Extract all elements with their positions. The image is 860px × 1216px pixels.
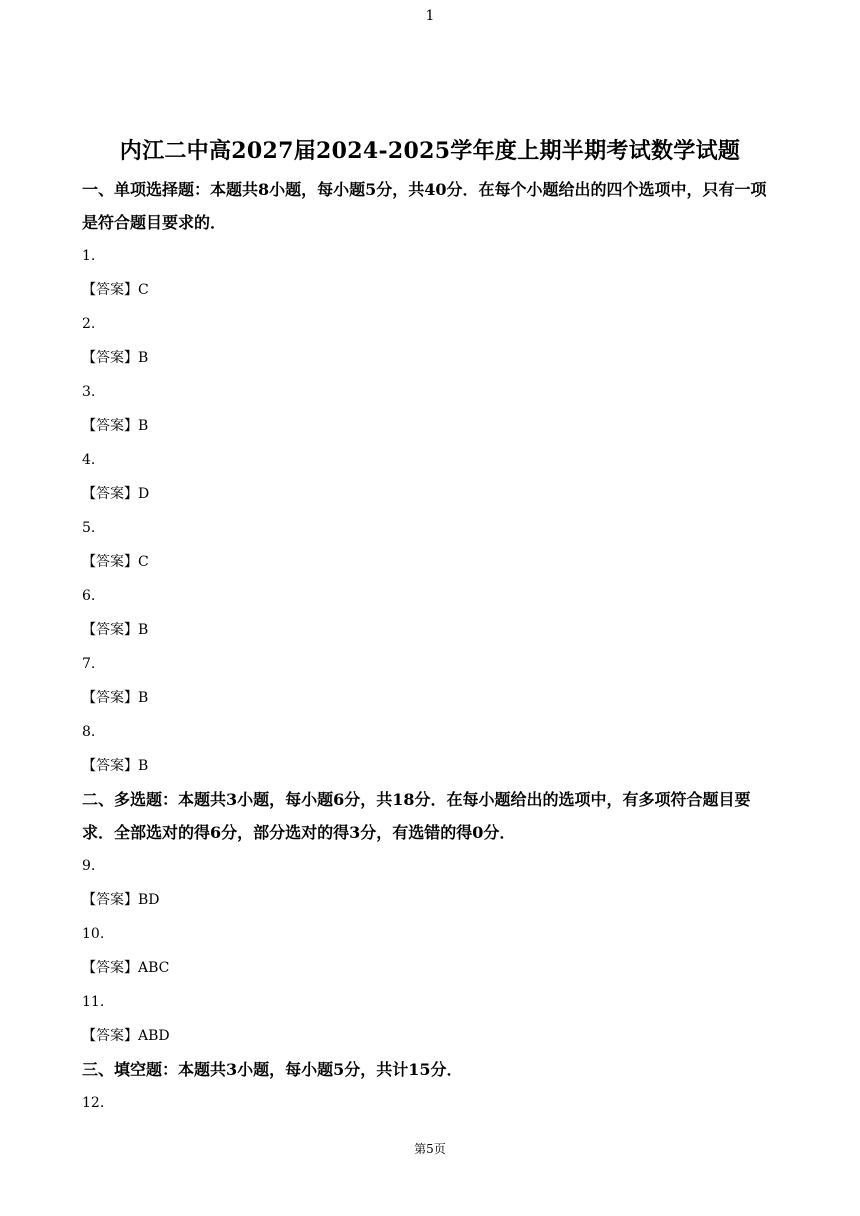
answer-line	[82, 545, 782, 579]
answer-line	[82, 1019, 782, 1053]
question-number: 10.	[82, 926, 105, 942]
answer-line	[82, 749, 782, 783]
section-heading-multiple-choice: 二、多选题：本题共3小题，每小题6分，共18分．在每小题给出的选项中，有多项符合题目要求．全部选对的得6分，部分选对的得3分，有选错的得0分．	[82, 790, 751, 842]
answer-value: C	[138, 282, 149, 298]
answer-label: 【答案】	[82, 282, 138, 298]
answer-label: 【答案】	[82, 418, 138, 434]
question-number: 1.	[82, 248, 96, 264]
answer-value: ABD	[138, 1028, 170, 1044]
answer-value: ABC	[138, 960, 170, 976]
answer-value: B	[138, 418, 149, 434]
answer-label: 【答案】	[82, 960, 138, 976]
answer-label: 【答案】	[82, 554, 138, 570]
answer-line	[82, 951, 782, 985]
answer-label: 【答案】	[82, 892, 138, 908]
answer-value: B	[138, 622, 149, 638]
answer-label: 【答案】	[82, 486, 138, 502]
question-number: 11.	[82, 994, 105, 1010]
answer-line	[82, 409, 782, 443]
question-number: 2.	[82, 316, 96, 332]
answer-label: 【答案】	[82, 758, 138, 774]
answer-line	[82, 613, 782, 647]
document-body	[82, 173, 782, 1120]
answer-line	[82, 883, 782, 917]
question-number: 12.	[82, 1095, 105, 1111]
answer-label: 【答案】	[82, 350, 138, 366]
section-heading-single-choice: 一、单项选择题：本题共8小题，每小题5分，共40分．在每个小题给出的四个选项中，只有一项是符合题目要求的．	[82, 180, 767, 232]
page-footer: 第5页	[414, 1142, 446, 1156]
answer-value: B	[138, 690, 149, 706]
section-heading-fill-in: 三、填空题：本题共3小题，每小题5分，共计15分．	[82, 1060, 463, 1079]
question-number: 5.	[82, 520, 96, 536]
question-number: 9.	[82, 858, 96, 874]
question-number: 7.	[82, 656, 96, 672]
answer-label: 【答案】	[82, 1028, 138, 1044]
answer-line	[82, 273, 782, 307]
answer-value: B	[138, 350, 149, 366]
question-number: 6.	[82, 588, 96, 604]
answer-line	[82, 681, 782, 715]
page-number-top: 1	[425, 8, 435, 24]
answer-value: B	[138, 758, 149, 774]
question-number: 8.	[82, 724, 96, 740]
answer-label: 【答案】	[82, 622, 138, 638]
answer-value: BD	[138, 892, 160, 908]
answer-line	[82, 341, 782, 375]
document-title: 内江二中高2027届2024-2025学年度上期半期考试数学试题	[119, 138, 741, 164]
answer-value: D	[138, 486, 150, 502]
answer-label: 【答案】	[82, 690, 138, 706]
question-number: 4.	[82, 452, 96, 468]
question-number: 3.	[82, 384, 96, 400]
answer-line	[82, 477, 782, 511]
answer-value: C	[138, 554, 149, 570]
